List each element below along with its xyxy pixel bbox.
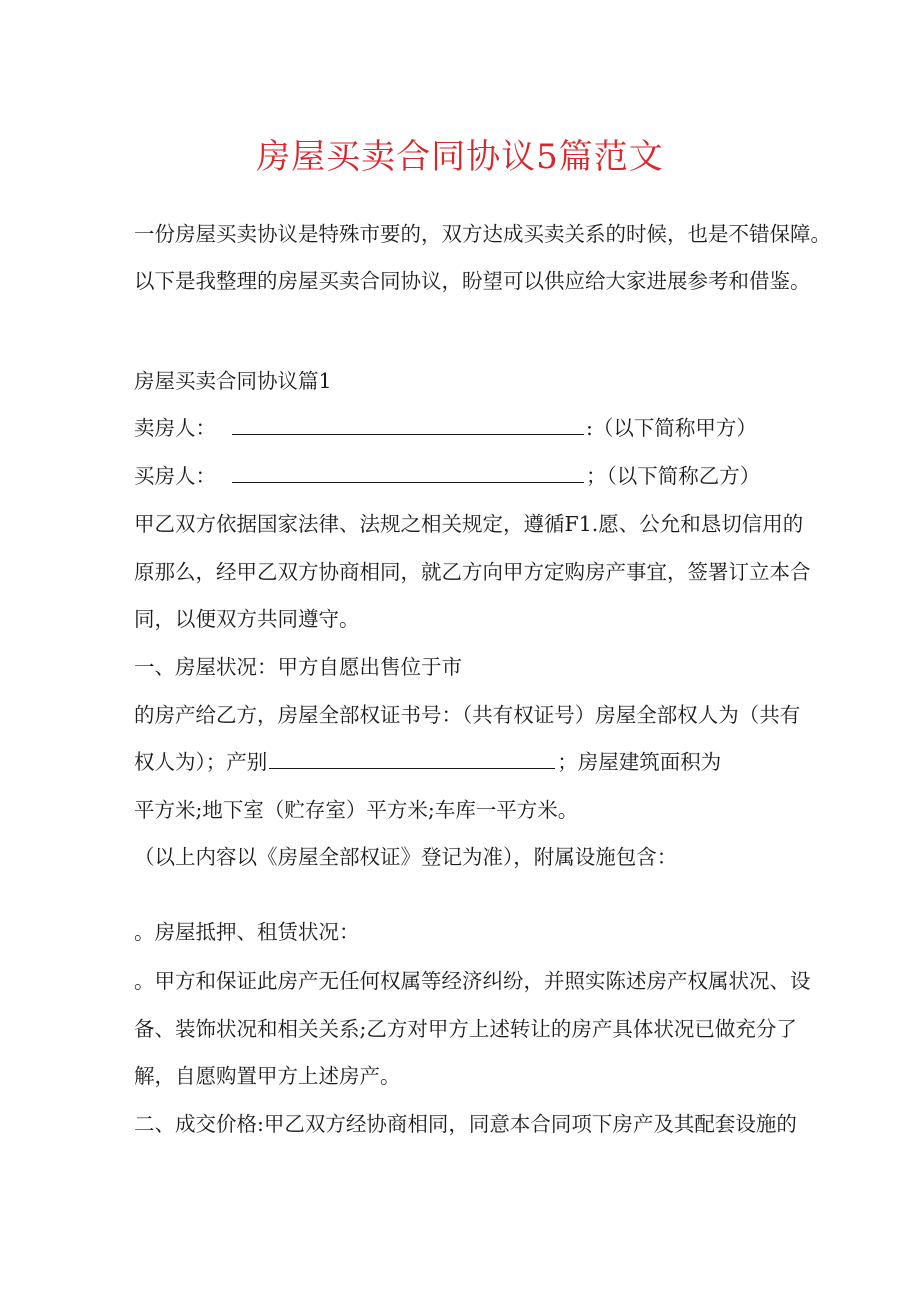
guarantee-line-1: 。甲方和保证此房产无任何权属等经济纠纷，并照实陈述房产权属状况、设	[134, 969, 811, 993]
clause1-line-3	[134, 747, 721, 777]
clause1-line-5: （以上内容以《房屋全部权证》登记为准），附属设施包含：	[134, 845, 678, 869]
buyer-label: 买房人：	[134, 464, 216, 488]
seller-suffix: :（以下简称甲方）	[586, 416, 757, 440]
principle-line-1: 甲乙双方依据国家法律、法规之相关规定，遵循F1.愿、公允和恳切信用的	[134, 512, 804, 536]
buyer-blank	[232, 462, 584, 483]
buyer-suffix: ；（以下简称乙方）	[586, 464, 761, 488]
clause1-line-2: 的房产给乙方，房屋全部权证书号：（共有权证号）房屋全部权人为（共有	[134, 703, 801, 727]
principle-line-3: 同，以便双方共同遵守。	[134, 607, 360, 631]
seller-label: 卖房人：	[134, 416, 216, 440]
floor-area-label: ；房屋建筑面积为	[557, 750, 722, 774]
buyer-line	[134, 461, 760, 491]
property-type-blank	[269, 748, 555, 769]
principle-line-2: 原那么，经甲乙双方协商相同，就乙方向甲方定购房产事宜，签署订立本合	[134, 560, 811, 584]
guarantee-line-3: 解，自愿购置甲方上述房产。	[134, 1064, 401, 1088]
clause1-line-4: 平方米;地下室（贮存室）平方米;车库一平方米。	[134, 798, 579, 822]
mortgage-line: 。房屋抵押、租赁状况：	[134, 920, 360, 944]
intro-line-2: 以下是我整理的房屋买卖合同协议，盼望可以供应给大家进展参考和借鉴。	[134, 269, 811, 293]
section-heading: 房屋买卖合同协议篇1	[134, 369, 332, 393]
seller-line	[134, 413, 757, 443]
intro-line-1: 一份房屋买卖协议是特殊市要的，双方达成买卖关系的时候，也是不错保障。	[134, 222, 831, 246]
property-type-label: 权人为）；产别	[134, 750, 268, 774]
clause1-line-1: 一、房屋状况：甲方自愿出售位于市	[134, 655, 462, 679]
seller-blank	[232, 414, 584, 435]
guarantee-line-2: 备、装饰状况和相关关系;乙方对甲方上述转让的房产具体状况已做充分了	[134, 1017, 797, 1041]
document-title: 房屋买卖合同协议5篇范文	[256, 137, 664, 177]
clause2-line-1: 二、成交价格:甲乙双方经协商相同，同意本合同项下房产及其配套设施的	[134, 1112, 797, 1136]
